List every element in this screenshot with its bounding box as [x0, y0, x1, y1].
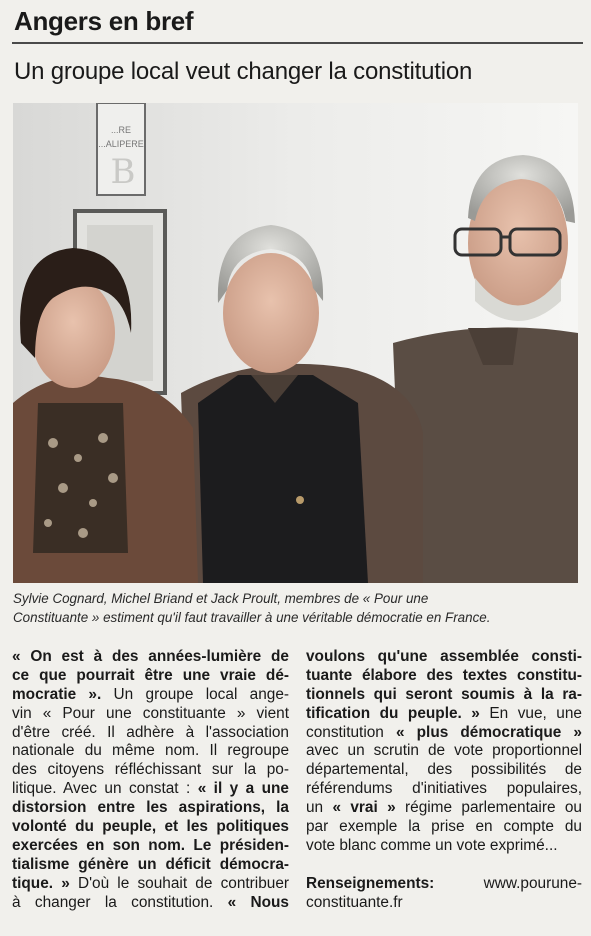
- left-line-12: tialisme génère un déficit démocra-: [12, 855, 289, 873]
- article-column-left: [12, 648, 289, 912]
- right-line-2: tuante élabore des textes constitu-: [306, 666, 582, 684]
- left-line-14: à changer la constitution. « Nous: [12, 893, 289, 911]
- right-line-7: départemental, des possibilités de: [306, 761, 582, 779]
- left-line-1: « On est à des années-lumière de: [12, 648, 289, 665]
- right-line-14: constituante.fr: [306, 893, 403, 911]
- left-line-7: des citoyens réfléchissant sur la po-: [12, 761, 289, 779]
- photo-three-people-icon: [13, 103, 578, 583]
- left-line-4: vin « Pour une constituante » vient: [12, 704, 289, 722]
- left-line-6: nationale du même nom. Il regroupe: [12, 742, 289, 760]
- article-headline: Un groupe local veut changer la constitution: [14, 58, 473, 85]
- right-line-3: tionnels qui seront soumis à la ra-: [306, 685, 582, 703]
- section-rubric: Angers en bref: [14, 6, 194, 36]
- poster-text-2: ...ALIPERE: [98, 139, 144, 149]
- left-line-3: mocratie ». Un groupe local ange-: [12, 685, 289, 703]
- right-line-8: référendums d'initiatives populaires,: [306, 780, 582, 798]
- left-line-5: d'être créé. Il adhère à l'association: [12, 723, 289, 741]
- caption-line-2: Constituante » estiment qu'il faut travailler à une véritable démocratie en France.: [13, 610, 491, 625]
- right-line-4: tification du peuple. » En vue, une: [306, 704, 582, 722]
- left-line-9: distorsion entre les aspirations, la: [12, 799, 289, 817]
- right-line-9: un « vrai » régime parlementaire ou: [306, 799, 582, 817]
- poster-text-1: ...RE: [110, 125, 132, 135]
- right-line-10: par exemple la prise en compte du: [306, 818, 582, 836]
- left-line-13: tique. » D'où le souhait de contribuer: [12, 874, 290, 892]
- right-line-11: vote blanc comme un vote exprimé...: [306, 836, 558, 854]
- article-column-right: [306, 648, 582, 912]
- left-line-10: volonté du peuple, et les politiques: [12, 818, 289, 836]
- left-line-2: ce que pourrait être une vraie dé-: [12, 666, 289, 684]
- section-rule: [12, 42, 583, 44]
- left-line-11: exercées en son nom. Le présiden-: [12, 836, 289, 854]
- wall-poster: [97, 103, 145, 195]
- svg-text:B: B: [110, 152, 136, 192]
- right-line-1: voulons qu'une assemblée consti-: [306, 648, 582, 665]
- photo-caption: [13, 589, 583, 627]
- right-line-12: [306, 856, 582, 875]
- right-line-6: avec un scrutin de vote proportionnel: [306, 742, 582, 760]
- right-line-13: Renseignements: www.pourune-: [306, 874, 582, 892]
- right-line-5: constitution « plus démocratique »: [306, 723, 582, 741]
- article-photo: [13, 103, 578, 583]
- left-line-8: litique. Avec un constat : « il y a une: [12, 780, 289, 798]
- caption-line-1: Sylvie Cognard, Michel Briand et Jack Proult, membres de « Pour une: [13, 591, 429, 606]
